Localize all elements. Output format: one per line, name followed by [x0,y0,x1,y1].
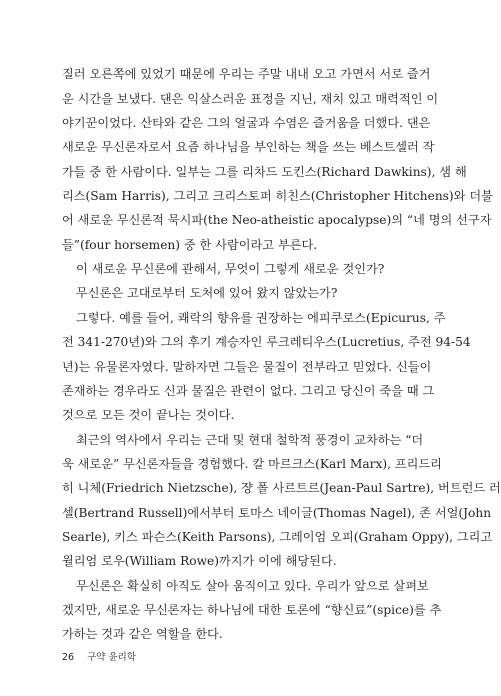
paragraph-question-1: 이 새로운 무신론에 관해서, 무엇이 그렇게 새로운 것인가? [76,262,385,276]
body-text-line: 년)는 유물론자였다. 말하자면 그들은 물질이 전부라고 믿었다. 신들이 [62,360,432,374]
body-text-line: 새로운 무신론자로서 요즘 하나님을 부인하는 책을 쓰는 베스트셀러 작 [62,140,435,154]
body-text-line: 리스(Sam Harris), 그리고 크리스토퍼 히친스(Christopher Hitchens)와 더불 [62,189,493,203]
body-text-line: 질러 오른쪽에 있었기 때문에 우리는 주말 내내 오고 가면서 서로 즐거 [62,67,431,81]
body-text-line: 겠지만, 새로운 무신론자는 하나님에 대한 토론에 “향신료”(spice)를 추 [62,603,442,617]
body-text-line: 윌리엄 로우(William Rowe)까지가 이에 해당된다. [62,554,337,568]
body-text-line: 들”(four horsemen) 중 한 사람이라고 부른다. [62,238,318,252]
body-text-line: 야기꾼이었다. 산타와 같은 그의 얼굴과 수염은 즐거움을 더했다. 댄은 [62,116,431,130]
page-footer [62,652,136,664]
body-text-line: 가하는 것과 같은 역할을 한다. [62,627,223,641]
body-text-line: 가들 중 한 사람이다. 일부는 그를 리차드 도킨스(Richard Dawkins), 샘 해 [62,165,467,179]
body-text-line: 존재하는 경우라도 신과 물질은 관련이 없다. 그리고 당신이 죽을 때 그 [62,384,435,398]
running-title: 구약 윤리학 [87,652,137,663]
body-text-line: 운 시간을 보냈다. 댄은 익살스러운 표정을 지닌, 재치 있고 매력적인 이 [62,92,439,106]
body-text-line: 무신론은 확실히 아직도 살아 움직이고 있다. 우리가 앞으로 살펴보 [76,579,429,593]
body-text-line: Searle), 키스 파슨스(Keith Parsons), 그레이엄 오피(Graham Oppy), 그리고 [62,530,493,544]
body-text-line: 그렇다. 예를 들어, 쾌락의 향유를 권장하는 에피쿠로스(Epicurus, 주 [76,311,446,325]
body-text-line: 셀(Bertrand Russell)에서부터 토마스 네이글(Thomas Nagel), 존 서얼(John [62,506,492,520]
paragraph-question-2: 무신론은 고대로부터 도처에 있어 왔지 않았는가? [76,286,338,300]
body-text-line: 히 니체(Friedrich Nietzsche), 쟝 폴 사르트르(Jean-Paul Sartre), 버트런드 러 [62,481,501,495]
page-number: 26 [62,652,75,663]
body-text-line: 욱 새로운” 무신론자들을 경험했다. 칼 마르크스(Karl Marx), 프리드리 [62,457,442,471]
body-text-line: 것으로 모든 것이 끝나는 것이다. [62,408,235,422]
body-text-line: 어 새로운 무신론적 묵시파(the Neo-atheistic apocalypse)의 “네 명의 선구자 [62,213,492,227]
body-text-line: 최근의 역사에서 우리는 근대 및 현대 철학적 풍경이 교차하는 “더 [76,433,424,447]
body-text-line: 전 341-270년)와 그의 후기 계승자인 루크레티우스(Lucretius, 주전 94-54 [62,335,471,349]
